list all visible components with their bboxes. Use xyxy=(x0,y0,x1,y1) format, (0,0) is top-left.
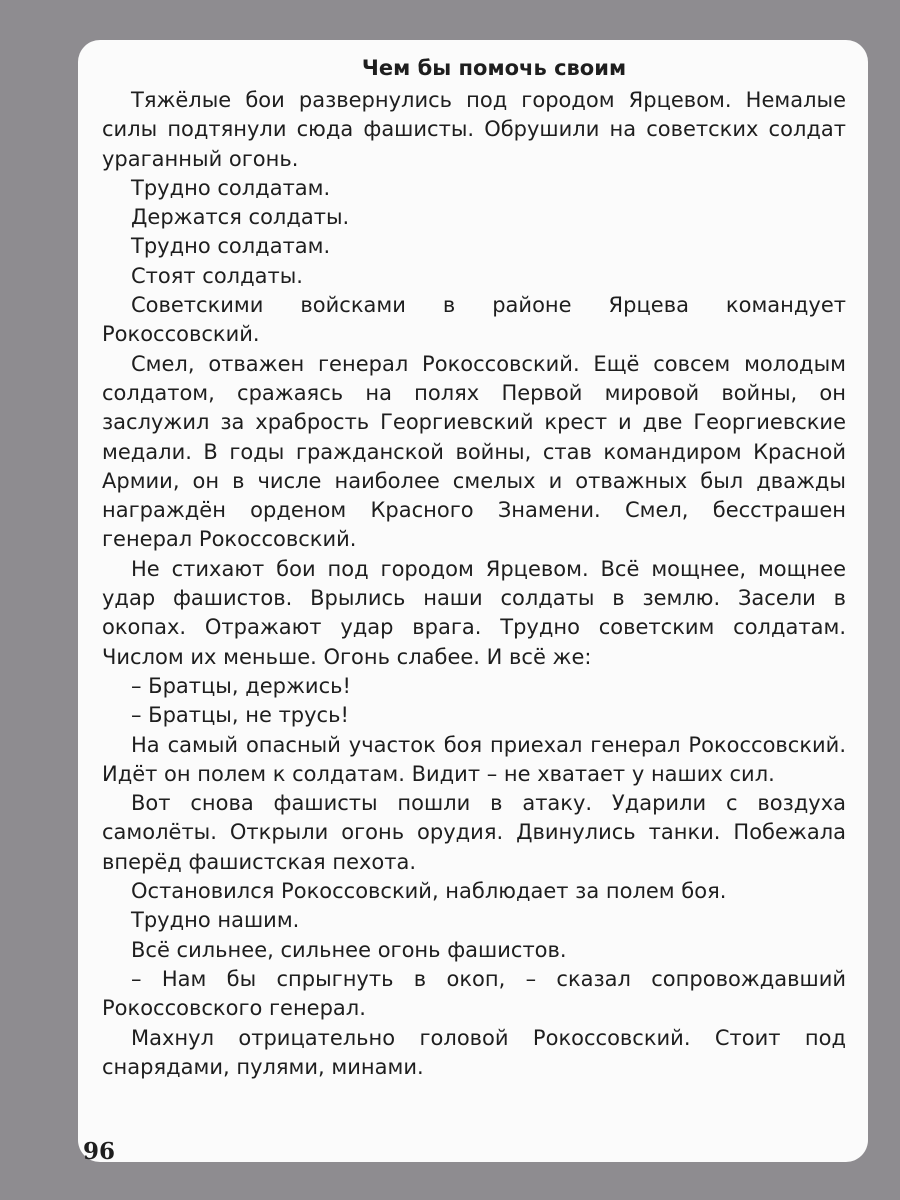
paragraph-16: – Нам бы спрыгнуть в окоп, – сказал сопровождавший Рокоссовского генерал. xyxy=(102,966,846,1021)
paragraph-4: Трудно солдатам. xyxy=(131,234,331,259)
paragraph-17: Махнул отрицательно головой Рокоссовский. Стоит под снарядами, пулями, минами. xyxy=(102,1025,846,1079)
page-number: 96 xyxy=(83,1138,116,1165)
paragraph-9: – Братцы, держись! xyxy=(131,673,351,698)
paragraph-3: Держатся солдаты. xyxy=(131,205,350,230)
paragraph-12: Вот снова фашисты пошли в атаку. Ударили с воздуха самолёты. Открыли огонь орудия. Двинулись танки. Побежала вперёд фашистская пехота. xyxy=(102,791,846,874)
paragraph-11: На самый опасный участок боя приехал генерал Рокоссовский. Идёт он полем к солдатам. Видит – не хватает у наших сил. xyxy=(102,732,846,786)
paragraph-7: Смел, отважен генерал Рокоссовский. Ещё совсем молодым солдатом, сражаясь на полях Первой мировой войны, он заслужил за храбрость Георгиевский крест и две Георгиевские медали. В годы гражданской войны, став командиром Красной Армии, он в числе наиболее смелых и отважных был дважды награждён орденом Красного Знамени. Смел, бесстрашен генерал Рокоссовский. xyxy=(102,351,846,552)
paragraph-13: Остановился Рокоссовский, наблюдает за полем боя. xyxy=(131,879,727,904)
paragraph-14: Трудно нашим. xyxy=(131,908,300,933)
paragraph-8: Не стихают бои под городом Ярцевом. Всё мощнее, мощнее удар фашистов. Врылись наши солдаты в землю. Засели в окопах. Отражают удар врага. Трудно советским солдатам. Числом их меньше. Огонь слабее. И всё же: xyxy=(102,556,846,669)
page-card xyxy=(78,40,868,1162)
paragraph-1: Тяжёлые бои развернулись под городом Ярцевом. Немалые силы подтянули сюда фашисты. Обрушили на советских солдат ураганный огонь. xyxy=(102,88,846,171)
paragraph-10: – Братцы, не трусь! xyxy=(131,703,349,728)
paragraph-2: Трудно солдатам. xyxy=(131,175,331,200)
body-text xyxy=(102,86,846,1082)
paragraph-6: Советскими войсками в районе Ярцева командует Рокоссовский. xyxy=(102,293,846,347)
paragraph-5: Стоят солдаты. xyxy=(131,263,303,288)
page-title: Чем бы помочь своим xyxy=(361,56,627,80)
paragraph-15: Всё сильнее, сильнее огонь фашистов. xyxy=(131,937,567,962)
